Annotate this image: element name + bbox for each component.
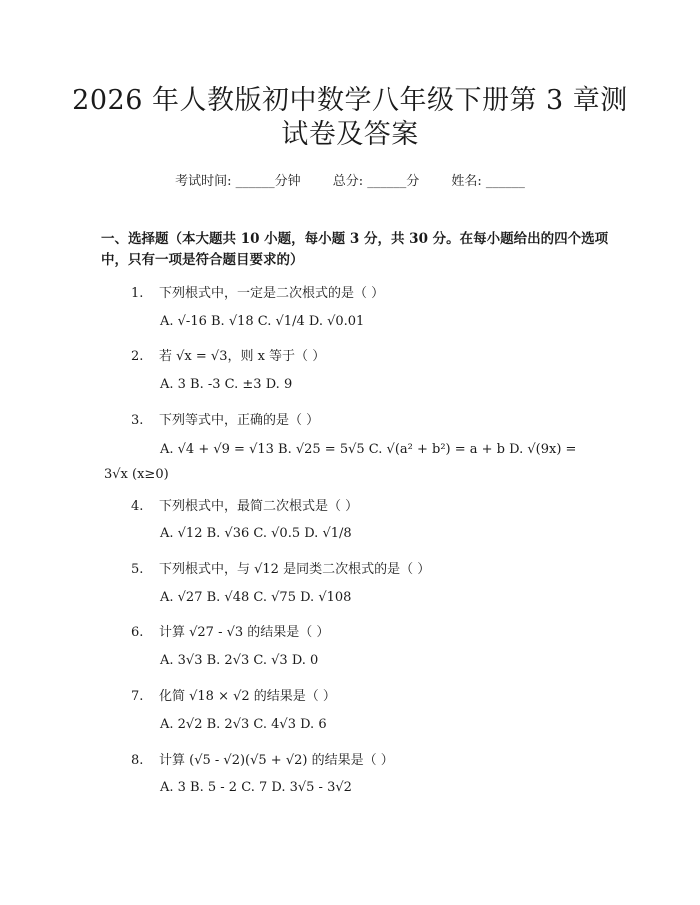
question-number: 2. [131, 349, 144, 364]
question-number: 4. [131, 499, 144, 514]
question-number: 8. [131, 753, 144, 768]
section-heading: 一、选择题（本大题共 10 小题，每小题 3 分，共 30 分。在每小题给出的四个选项中，只有一项是符合题目要求的） [101, 231, 609, 268]
question-text: 计算 √27 - √3 的结果是（ ） [159, 625, 330, 640]
question-number: 3. [131, 413, 144, 428]
question-number: 1. [131, 286, 144, 301]
question-number: 7. [131, 689, 144, 704]
question-1-options: A. √-16 B. √18 C. √1/4 D. √0.01 [160, 314, 365, 329]
exam-meta [0, 170, 700, 189]
question-5-options: A. √27 B. √48 C. √75 D. √108 [160, 590, 352, 605]
exam-score: 总分: ______分 [332, 174, 420, 189]
question-6 [131, 621, 329, 640]
question-2-options: A. 3 B. -3 C. ±3 D. 9 [160, 377, 293, 392]
question-3 [131, 409, 319, 428]
question-3-options: A. √4 + √9 = √13 B. √25 = 5√5 C. √(a² + b²) = a + b D. √(9x) = 3√x (x≥0) [104, 442, 577, 482]
question-8-options: A. 3 B. 5 - 2 C. 7 D. 3√5 - 3√2 [160, 780, 352, 795]
question-text: 下列等式中，正确的是（ ） [159, 413, 320, 428]
question-text: 下列根式中，一定是二次根式的是（ ） [159, 286, 385, 301]
question-6-options: A. 3√3 B. 2√3 C. √3 D. 0 [160, 653, 319, 668]
question-4 [131, 495, 358, 514]
question-4-options: A. √12 B. √36 C. √0.5 D. √1/8 [160, 526, 352, 541]
question-5 [131, 558, 430, 577]
question-text: 化简 √18 × √2 的结果是（ ） [159, 689, 336, 704]
question-number: 5. [131, 562, 144, 577]
question-8 [131, 749, 394, 768]
question-2 [131, 345, 325, 364]
question-text: 若 √x = √3，则 x 等于（ ） [159, 349, 326, 364]
question-text: 下列根式中，最简二次根式是（ ） [159, 499, 359, 514]
question-text: 下列根式中，与 √12 是同类二次根式的是（ ） [159, 562, 431, 577]
question-7-options: A. 2√2 B. 2√3 C. 4√3 D. 6 [160, 717, 327, 732]
question-1 [131, 282, 384, 301]
page-title: 2026 年人教版初中数学八年级下册第 3 章测试卷及答案 [72, 85, 628, 150]
exam-name: 姓名: ______ [451, 174, 525, 189]
question-7 [131, 685, 336, 704]
question-text: 计算 (√5 - √2)(√5 + √2) 的结果是（ ） [159, 753, 394, 768]
exam-time: 考试时间: ______分钟 [175, 174, 301, 189]
question-number: 6. [131, 625, 144, 640]
